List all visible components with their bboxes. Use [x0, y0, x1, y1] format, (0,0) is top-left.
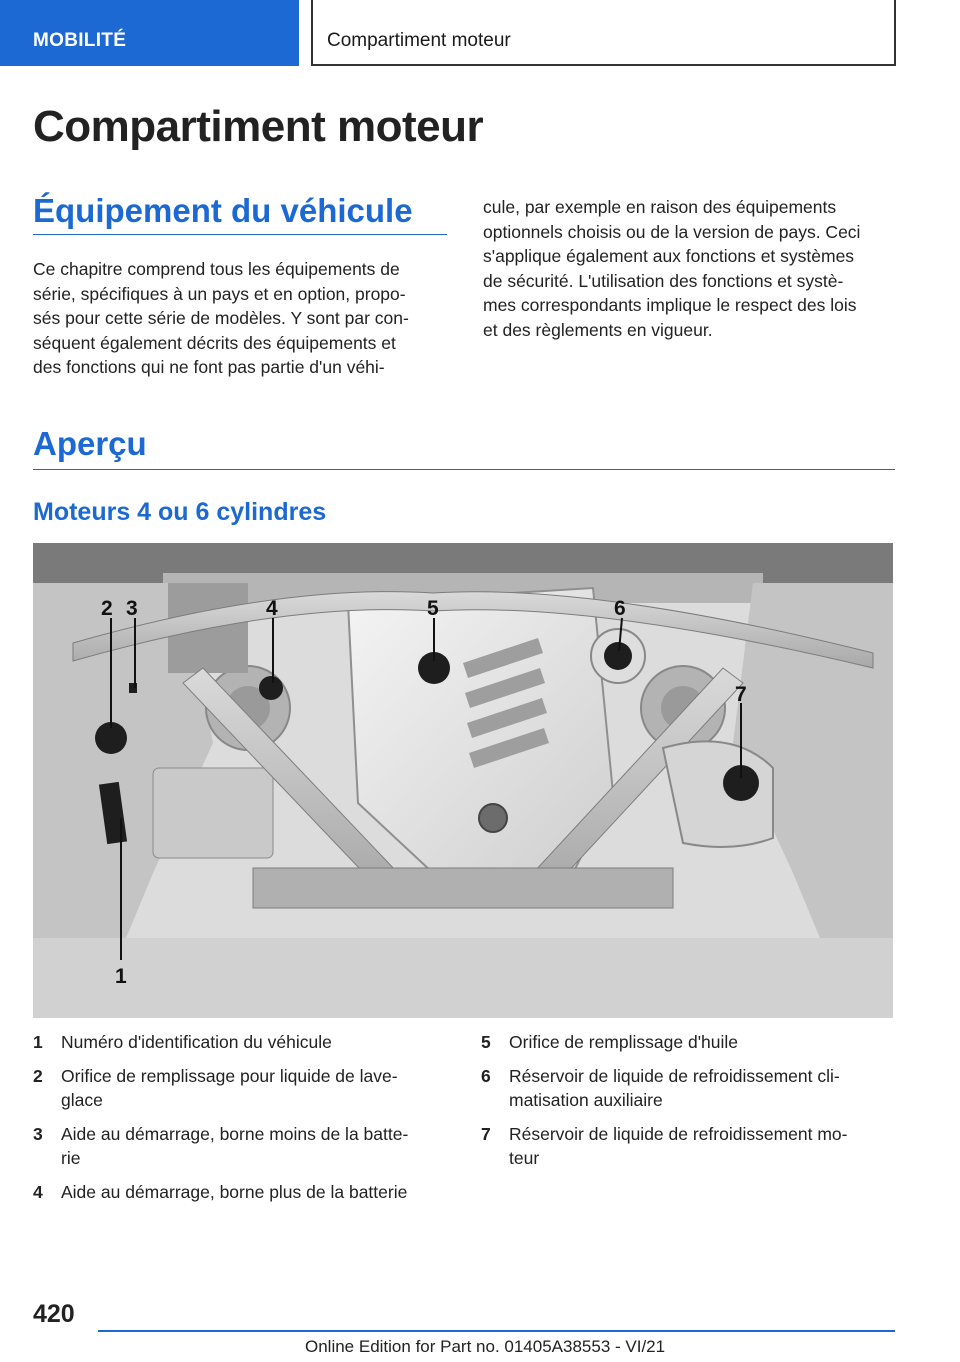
page-title: Compartiment moteur	[33, 102, 484, 151]
text-line: des fonctions qui ne font pas partie d'un véhi-	[33, 357, 385, 377]
legend-text: Numéro d'identification du véhicule	[61, 1032, 332, 1052]
edition-footer: Online Edition for Part no. 01405A38553 - VI/21	[305, 1337, 666, 1356]
legend-item	[33, 1030, 445, 1055]
text-line: série, spécifiques à un pays et en option, propo-	[33, 283, 406, 304]
legend-text: Aide au démarrage, borne plus de la batterie	[61, 1181, 408, 1202]
callout-3: 3	[126, 597, 138, 620]
brand-emblem	[479, 804, 507, 832]
page-number: 420	[33, 1300, 75, 1328]
legend-right-column	[481, 1030, 895, 1180]
header-section-tab	[0, 0, 299, 66]
text-line: cule, par exemple en raison des équipements	[483, 197, 837, 217]
legend-text: glace	[61, 1090, 103, 1110]
text-line: séquent également décrits des équipements et	[33, 332, 396, 353]
legend-number: 5	[481, 1032, 491, 1052]
header-chapter-label: Compartiment moteur	[327, 30, 511, 51]
header-section-label: MOBILITÉ	[33, 30, 127, 51]
callout-6: 6	[614, 597, 626, 620]
legend-item	[33, 1180, 445, 1205]
footer-rule	[98, 1330, 895, 1332]
legend-text: matisation auxiliaire	[509, 1090, 663, 1110]
text-line: mes correspondants implique le respect des lois	[483, 295, 857, 315]
air-filter-box	[153, 768, 273, 858]
text-line: de sécurité. L'utilisation des fonctions et systè-	[483, 270, 844, 291]
legend-number: 4	[33, 1181, 43, 1202]
overview-rule	[33, 469, 895, 470]
vehicle-equipment-heading: Équipement du véhicule	[33, 192, 413, 229]
radiator-crossmember	[253, 868, 673, 908]
header-chapter-tab	[311, 0, 896, 66]
engine-subheading: Moteurs 4 ou 6 cylindres	[33, 498, 327, 526]
text-line: sés pour cette série de modèles. Y sont par con-	[33, 308, 409, 328]
text-line: et des règlements en vigueur.	[483, 319, 713, 340]
legend-text: Orifice de remplissage d'huile	[509, 1032, 739, 1052]
front-bumper-area	[33, 938, 893, 1018]
legend-text: Aide au démarrage, borne moins de la batte-	[61, 1123, 409, 1144]
callout-2: 2	[101, 597, 113, 620]
legend-text: teur	[509, 1148, 540, 1168]
vehicle-equipment-text-right	[483, 195, 896, 342]
callout-1: 1	[115, 965, 127, 988]
engine-bay-figure	[33, 543, 893, 1018]
text-line: s'applique également aux fonctions et systèmes	[483, 246, 855, 266]
overview-heading: Aperçu	[33, 425, 147, 462]
callout-5: 5	[427, 597, 439, 620]
legend-item	[33, 1064, 445, 1113]
text-line: optionnels choisis ou de la version de pays. Ceci	[483, 221, 861, 242]
text-line: Ce chapitre comprend tous les équipements de	[33, 259, 400, 279]
legend-text: Réservoir de liquide de refroidissement mo-	[509, 1123, 848, 1144]
legend-text: rie	[61, 1148, 81, 1168]
vehicle-equipment-rule	[33, 234, 447, 235]
legend-number: 1	[33, 1032, 43, 1052]
legend-number: 7	[481, 1123, 491, 1144]
legend-number: 2	[33, 1065, 43, 1086]
coolant-reservoir-tank	[663, 741, 773, 847]
legend-number: 3	[33, 1123, 43, 1144]
legend-item	[481, 1122, 895, 1171]
aux-coolant-cap	[604, 642, 632, 670]
legend-item	[481, 1064, 895, 1113]
legend-text: Réservoir de liquide de refroidissement cli-	[509, 1065, 840, 1086]
legend-item	[33, 1122, 445, 1171]
jump-start-positive-terminal	[259, 676, 283, 700]
callout-4: 4	[266, 597, 278, 620]
vehicle-equipment-text-left	[33, 257, 447, 380]
engine-bay-illustration	[33, 543, 893, 1018]
legend-left-column	[33, 1030, 445, 1213]
callout-7: 7	[735, 683, 747, 706]
legend-number: 6	[481, 1065, 491, 1086]
legend-item	[481, 1030, 895, 1055]
legend-text: Orifice de remplissage pour liquide de lave-	[61, 1065, 398, 1086]
